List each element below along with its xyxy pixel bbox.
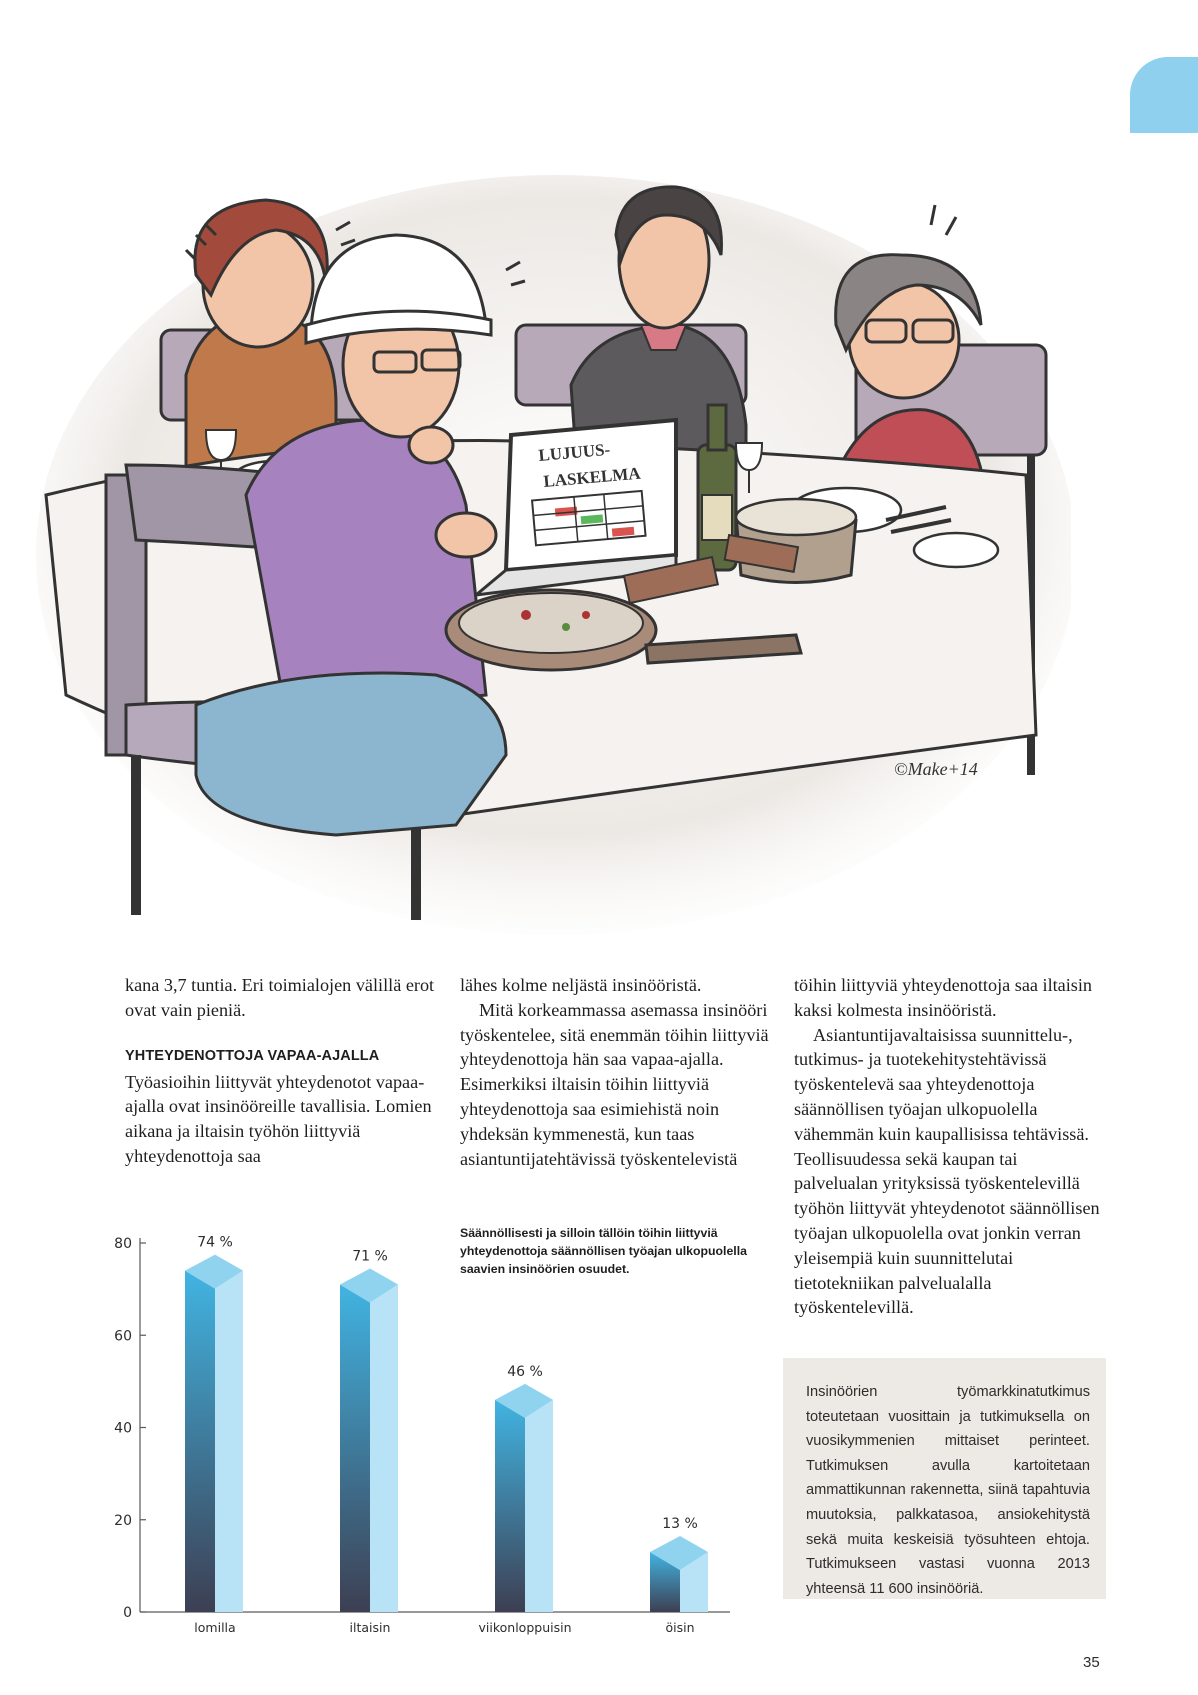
page-number: 35 [1083, 1654, 1100, 1671]
bar-value-label: 71 % [352, 1248, 388, 1265]
x-category-label: viikonloppuisin [478, 1620, 572, 1635]
y-tick-label: 40 [114, 1420, 132, 1437]
x-category-label: lomilla [194, 1620, 236, 1635]
bar-chart [110, 1225, 730, 1635]
text-column-1 [125, 973, 435, 1169]
bar-value-label: 46 % [507, 1363, 543, 1380]
bar-front [185, 1271, 215, 1612]
cartoon-illustration [36, 175, 1071, 935]
bar-front [340, 1285, 370, 1612]
y-tick-label: 60 [114, 1328, 132, 1345]
col3-paragraph-1: töihin liittyviä yhteydenottoja saa iltaisin kaksi kolmesta insinööristä. [794, 975, 1093, 1020]
col1-paragraph-1: kana 3,7 tuntia. Eri toimialojen välillä erot ovat vain pieniä. [125, 975, 435, 1020]
y-tick-label: 20 [114, 1512, 132, 1529]
chart-caption: Säännöllisesti ja silloin tällöin töihin liittyviä yhteydenottoja säännöllisen työajan ulkopuolella saavien insinöörien osuudet. [460, 1226, 747, 1276]
bar-side [370, 1285, 398, 1612]
bar-front [495, 1400, 525, 1612]
section-tab [1130, 57, 1198, 133]
artist-signature: ©Make+14 [894, 759, 978, 779]
col2-paragraph-2: Mitä korkeammassa asemassa insinööri työskentelee, sitä enemmän töihin liittyviä yhteydenottoja hän saa vapaa-ajalla. Esimerkiksi iltaisin töihin liittyviä yhteydenottoja saa esimiehistä noin yhdeksän kymmenestä, kun taas asiantuntijatehtävissä työskentelevistä [460, 999, 769, 1169]
info-box-text: Insinöörien työmarkkinatutkimus toteutetaan vuosittain ja tutkimuksella on vuosikymmenien mittaiset perinteet. Tutkimuksen avulla kartoitetaan ammattikunnan rakennetta, siinä tapahtuvia muutoksia, palkkatasoa, ansiokehitystä sekä muita keskeisiä työsuhteen ehtoja. Tutkimukseen vastasi vuonna 2013 yhteensä 11 600 insinööriä. [806, 1384, 1090, 1597]
text-column-2 [460, 973, 770, 1171]
y-tick-label: 0 [123, 1605, 132, 1621]
laptop-text-line2: LASKELMA [542, 463, 642, 491]
col3-paragraph-2: Asiantuntijavaltaisissa suunnittelu-, tutkimus- ja tuotekehitystehtävissä työskentelevä saa yhteydenottoja säännöllisen työajan ulkopuolella vähemmän kuin kaupallisissa tehtävissä. Teollisuudessa sekä kaupan tai palvelualan yrityksissä työskentelevillä työhön liittyvät yhteydenotot säännöllisen työajan ulkopuolella ovat jonkin verran yleisempiä kuin suunnittelutai tietotekniikan palvelualalla työskentelevillä. [794, 1024, 1100, 1318]
x-category-label: iltaisin [349, 1620, 391, 1635]
col1-paragraph-2: Työasioihin liittyvät yhteydenotot vapaa-ajalla ovat insinööreille tavallisia. Lomien aikana ja iltaisin työhön liittyviä yhteydenottoja saa [125, 1071, 432, 1166]
section-heading: YHTEYDENOTTOJA VAPAA-AJALLA [125, 1047, 380, 1064]
info-box [783, 1358, 1106, 1599]
text-column-3 [794, 973, 1104, 1320]
bar-side [215, 1271, 243, 1612]
x-category-label: öisin [665, 1620, 695, 1635]
bar-value-label: 13 % [662, 1516, 698, 1533]
bar-value-label: 74 % [197, 1234, 233, 1251]
bar-side [525, 1400, 553, 1612]
laptop-text-line1: LUJUUS- [537, 439, 611, 465]
col2-paragraph-1: lähes kolme neljästä insinööristä. [460, 975, 702, 995]
y-tick-label: 80 [114, 1236, 132, 1252]
